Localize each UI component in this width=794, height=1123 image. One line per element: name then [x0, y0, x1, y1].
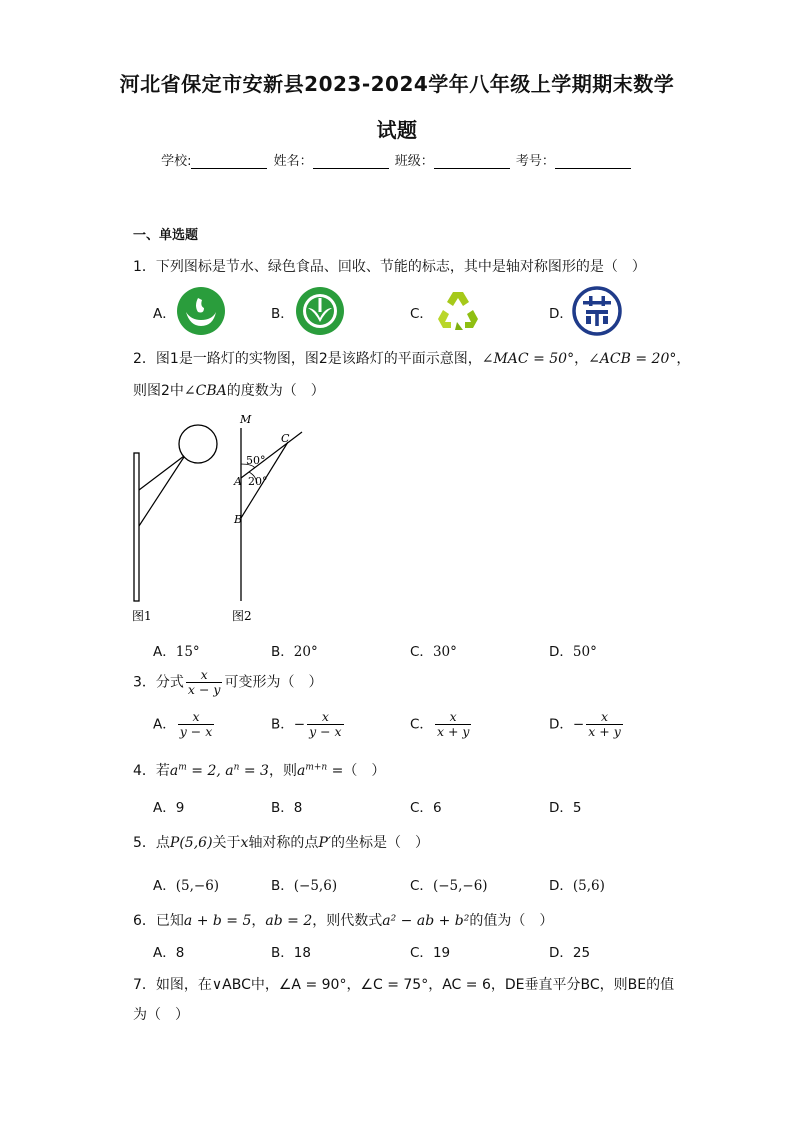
q2-option-a[interactable]: A．15° [153, 644, 200, 660]
question-5-stem: 5．点P(5,6)关于x轴对称的点P′的坐标是（ ） [133, 835, 430, 851]
question-6-stem: 6．已知a + b = 5，ab = 2，则代数式a² − ab + b²的值为（ ） [133, 913, 554, 929]
question-7-stem-line1: 7．如图，在∨ABC中，∠A = 90°，∠C = 75°，AC = 6，DE垂直平分BC，则BE的值 [133, 977, 675, 993]
school-field[interactable] [191, 154, 267, 169]
q2-figure [128, 408, 328, 628]
lamp-head [179, 425, 217, 463]
q2-option-d[interactable]: D．50° [549, 644, 597, 660]
q3-stem-pre: 3．分式 [133, 674, 184, 691]
water-saving-logo-icon [176, 286, 226, 336]
fig1-caption: 图1 [132, 609, 152, 623]
q2-angle-mac: ∠MAC = 50° [481, 351, 575, 367]
student-info-fields [0, 150, 794, 169]
angle-50-label: 50° [246, 454, 266, 467]
q3-option-d[interactable]: D．− $\frac{x}{x + y}$ [549, 709, 621, 739]
point-b: B [234, 513, 243, 526]
question-1-stem: 1．下列图标是节水、绿色食品、回收、节能的标志，其中是轴对称图形的是（ ） [133, 259, 646, 275]
recycle-logo-icon [433, 286, 483, 336]
green-food-logo-icon [295, 286, 345, 336]
q3-option-b[interactable]: B．− $\frac{x}{y - x}$ [271, 709, 342, 739]
q1-option-a-label: A． [153, 306, 176, 322]
question-2-stem-line2 [133, 380, 325, 400]
q2-option-c[interactable]: C．30° [410, 644, 457, 660]
q3-stem-post: 可变形为（ ） [224, 674, 323, 691]
q4-option-d[interactable]: D．5 [549, 800, 582, 816]
q5-option-d[interactable]: D．(5,6) [549, 878, 605, 894]
q1-option-d-label: D． [549, 306, 573, 322]
q6-option-b[interactable]: B．18 [271, 945, 311, 961]
q3-option-a[interactable]: A． $\frac{x}{y - x}$ [153, 709, 213, 739]
class-label: 班级： [394, 154, 434, 169]
q6-option-d[interactable]: D．25 [549, 945, 591, 961]
question-7-stem-line2: 为（ ） [133, 1007, 189, 1023]
name-field[interactable] [313, 154, 389, 169]
q5-option-a[interactable]: A．(5,−6) [153, 878, 220, 894]
name-label: 姓名： [273, 154, 313, 169]
q2-stem-text-3: 的度数为（ ） [226, 383, 325, 399]
q2-stem-text: 2．图1是一路灯的实物图，图2是该路灯的平面示意图， [133, 351, 482, 367]
q4-option-a[interactable]: A．9 [153, 800, 185, 816]
q5-option-c[interactable]: C．(−5,−6) [410, 878, 488, 894]
page-title-line2: 试题 [376, 118, 418, 142]
q2-option-b[interactable]: B．20° [271, 644, 318, 660]
lamp-pole [134, 453, 139, 601]
number-label: 考号： [515, 154, 555, 169]
class-field[interactable] [434, 154, 510, 169]
q2-stem-text-2: 则图2中 [133, 383, 184, 399]
q3-option-c[interactable]: C． $\frac{x}{x + y}$ [410, 709, 470, 739]
point-c: C [281, 432, 290, 445]
point-m: M [240, 413, 252, 426]
q1-option-c-label: C． [410, 306, 433, 322]
energy-saving-logo-icon [572, 286, 622, 336]
school-label: 学校: [161, 154, 192, 169]
q4-option-b[interactable]: B．8 [271, 800, 303, 816]
q2-angle-cba: ∠CBA [183, 383, 227, 399]
point-a: A [234, 475, 242, 488]
q1-option-b-label: B． [271, 306, 294, 322]
question-3-stem [133, 668, 322, 697]
q6-option-c[interactable]: C．19 [410, 945, 451, 961]
angle-20-label: 20° [248, 475, 268, 488]
q4-option-c[interactable]: C．6 [410, 800, 442, 816]
q3-fraction: $\frac{x}{x - y}$ [187, 667, 221, 697]
q2-angle-acb: ∠ACB = 20° [588, 351, 677, 367]
page-title-line1: 河北省保定市安新县2023-2024学年八年级上学期期末数学 [119, 72, 675, 96]
fig2-caption: 图2 [232, 609, 252, 623]
number-field[interactable] [555, 154, 631, 169]
section-heading: 一、单选题 [133, 228, 199, 243]
q6-option-a[interactable]: A．8 [153, 945, 185, 961]
q5-option-b[interactable]: B．(−5,6) [271, 878, 338, 894]
question-2-stem-line1: 2．图1是一路灯的实物图，图2是该路灯的平面示意图，∠MAC = 50°，∠ACB = 20°， [133, 351, 691, 367]
question-4-stem: 4．若$a^m = 2$, $a^n = 3$，则$a^{m+n}$ =（ ） [133, 762, 386, 779]
